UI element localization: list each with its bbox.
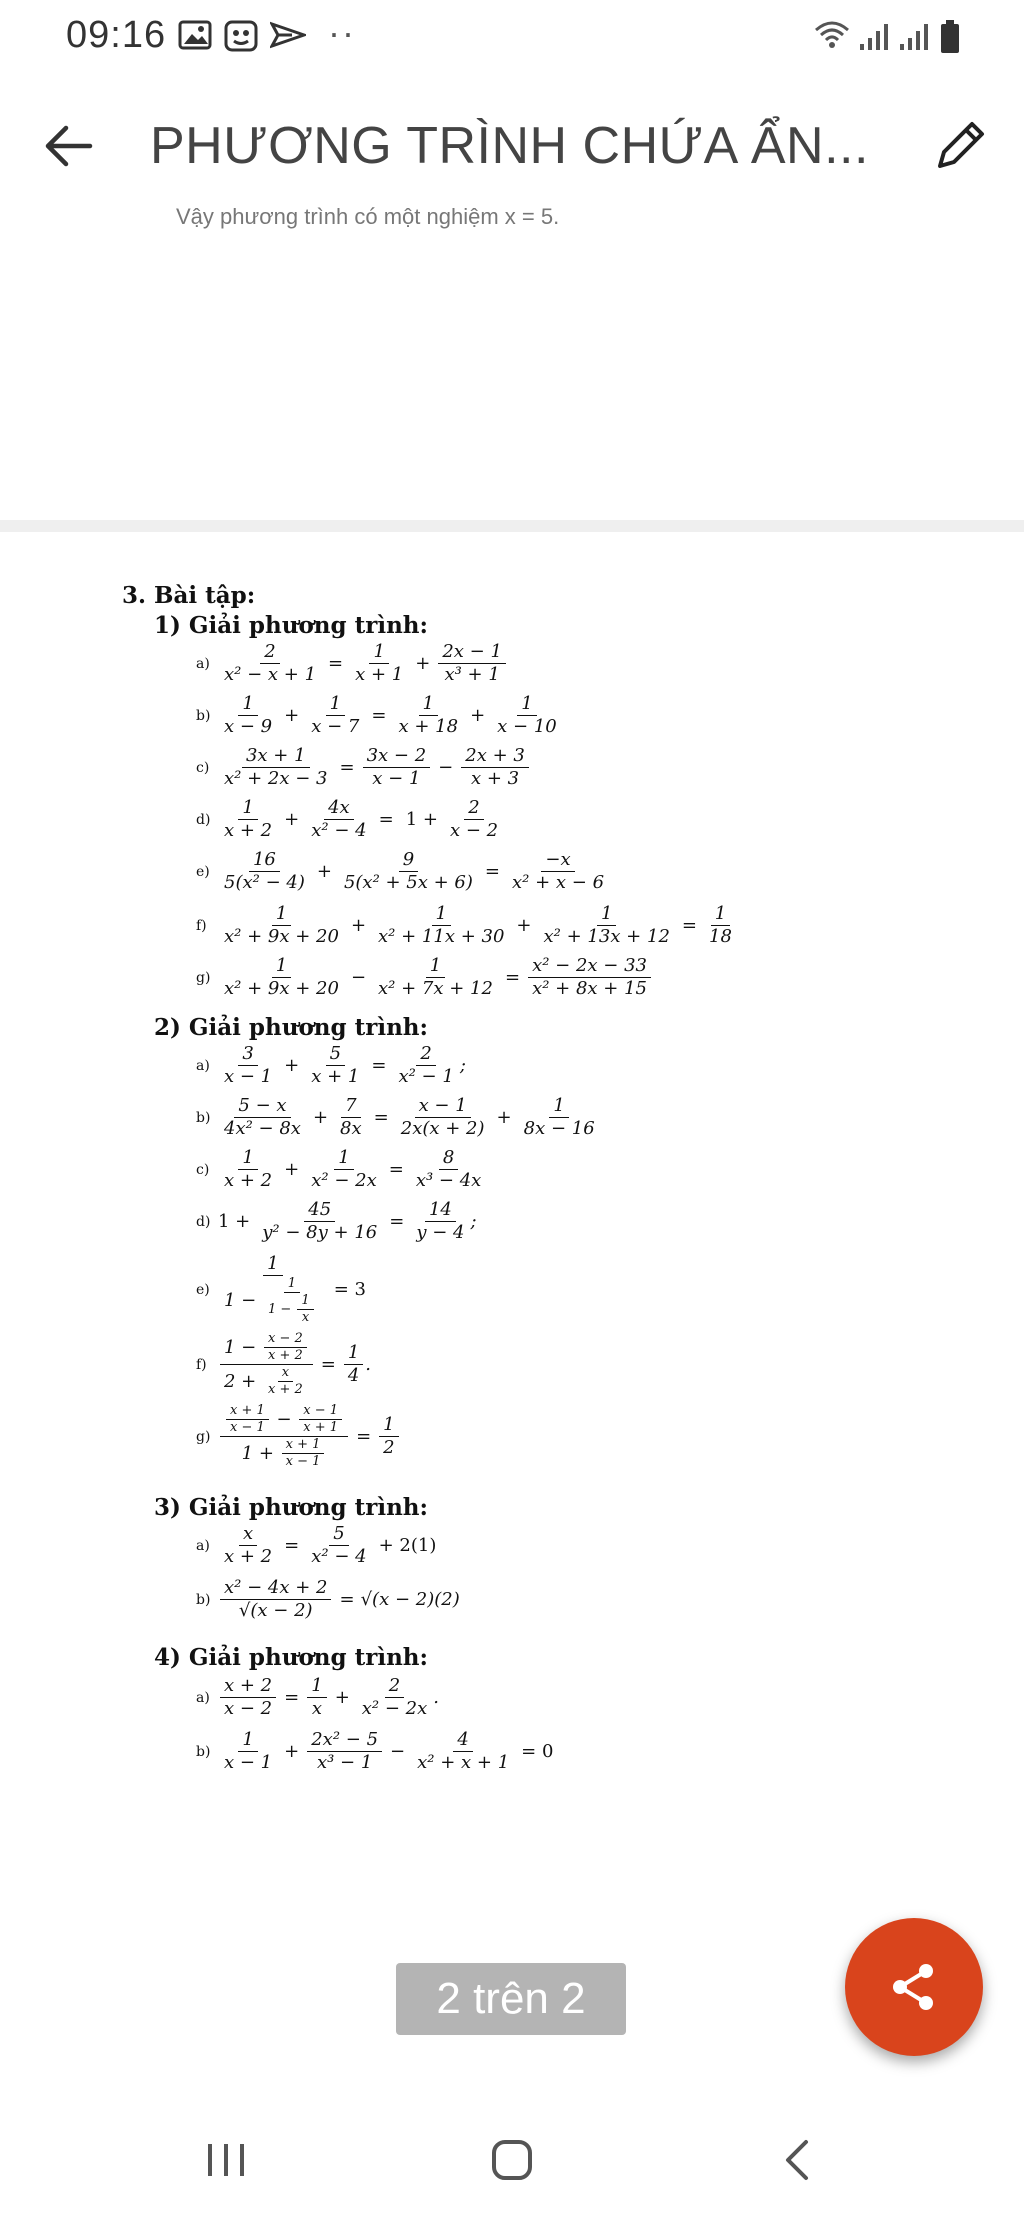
share-button[interactable] bbox=[845, 1918, 983, 2056]
equation-1c: c) $\frac{3x + 1}{\text{x² + 2x − 3}}$ = $\frac{3x - 2}{x - 1}$ − $\frac{2x + 3}{x + 3}$ bbox=[196, 746, 531, 789]
face-icon bbox=[224, 20, 258, 52]
equation-1e: e) $\frac{16}{\text{5(x² − 4)}}$ + $\frac{9}{\text{5(x² + 5x + 6)}}$ = $\frac{-x}{\text{x² + x − 6}}$ bbox=[196, 849, 605, 893]
battery-icon bbox=[940, 20, 960, 54]
equation-1a: a) $\frac{2}{\text{x² − x + 1}}$ = $\frac{1}{x + 1}$ + $\frac{2x - 1}{\text{x³ + 1}}$ bbox=[196, 642, 508, 685]
signal-icon bbox=[898, 20, 932, 52]
equation-1d: d) $\frac{1}{x + 2}$ + $\frac{4x}{\text{x² − 4}}$ = 1 + $\frac{2}{x - 2}$ bbox=[196, 797, 499, 841]
page-separator bbox=[0, 520, 1024, 532]
group-3-title: 3) Giải phương trình: bbox=[154, 1494, 429, 1521]
image-icon bbox=[178, 20, 212, 50]
back-arrow-icon[interactable] bbox=[40, 118, 96, 174]
equation-label: a) bbox=[196, 655, 210, 672]
equation-3b: b) $\frac{\text{x² − 4x + 2}}{√(x - 2)}$ = √(x − 2)(2) bbox=[196, 1577, 460, 1621]
equation-1b: b) $\frac{1}{x - 9}$ + $\frac{1}{x - 7}$ = $\frac{1}{x + 18}$ + $\frac{1}{x - 10}$ bbox=[196, 693, 557, 737]
equation-2a: a) $\frac{3}{x - 1}$ + $\frac{5}{x + 1}$ = $\frac{2}{\text{x² − 1}}$ ; bbox=[196, 1043, 466, 1087]
pdf-page-1 bbox=[0, 204, 1024, 520]
equation-2b: b) $\frac{5 - x}{\text{4x² − 8x}}$ + $\frac{7}{8x}$ = $\frac{x - 1}{2x(x + 2)}$ + $\frac{1}{8x - 16}$ bbox=[196, 1095, 595, 1139]
equation-1g: g) $\frac{1}{\text{x² + 9x + 20}}$ − $\frac{1}{\text{x² + 7x + 12}}$ = $\frac{\text{x² − 2x − 33}}{\text{x² + 8x + 15}}$ bbox=[196, 956, 653, 999]
status-dots: ·· bbox=[328, 12, 356, 53]
equation-2c: c) $\frac{1}{x + 2}$ + $\frac{1}{\text{x² − 2x}}$ = $\frac{8}{\text{x³ − 4x}}$ bbox=[196, 1147, 482, 1191]
section-title: 3. Bài tập: bbox=[122, 582, 256, 609]
document-title: PHƯƠNG TRÌNH CHỨA ẨN... bbox=[150, 117, 869, 175]
signal-icon bbox=[858, 20, 892, 52]
page-indicator: 2 trên 2 bbox=[396, 1963, 626, 2035]
equation-1f: f) $\frac{1}{\text{x² + 9x + 20}}$ + $\frac{1}{\text{x² + 11x + 30}}$ + $\frac{1}{\text{x² + 13x + 12}}$ = $\frac{1}{18}$ bbox=[196, 903, 732, 947]
page1-partial-text: Vậy phương trình có một nghiệm x = 5. bbox=[176, 204, 560, 229]
status-time: 09:16 bbox=[66, 14, 167, 56]
equation-4a: a) $\frac{x + 2}{x - 2}$ = $\frac{1}{x}$ + $\frac{2}{\text{x² − 2x}}$ . bbox=[196, 1675, 440, 1719]
system-nav-bar bbox=[0, 2100, 1024, 2217]
equation-2d: d) 1 + $\frac{45}{\text{y² − 8y + 16}}$ = $\frac{14}{y - 4}$ ; bbox=[196, 1199, 477, 1243]
status-bar bbox=[0, 0, 1024, 72]
share-icon bbox=[886, 1959, 942, 2015]
equation-2e: e) 1 1 − 1 1 − $\frac{1}{x}$ = 3 bbox=[196, 1253, 366, 1325]
equation-3a: a) $\frac{x}{x + 2}$ = $\frac{5}{\text{x² − 4}}$ + 2(1) bbox=[196, 1523, 437, 1567]
send-icon bbox=[270, 20, 306, 50]
pdf-page-2[interactable] bbox=[0, 532, 1024, 1972]
wifi-icon bbox=[812, 20, 852, 52]
home-icon[interactable] bbox=[482, 2130, 542, 2190]
equation-2f: f) 1 − $\frac{x - 2}{x + 2}$ 2 + $\frac{x}{x + 2}$ = $\frac{1}{4}$ . bbox=[196, 1331, 372, 1397]
equation-2g: g) $\frac{x + 1}{x - 1}$ − $\frac{x - 1}{x + 1}$ 1 + $\frac{x + 1}{x - 1}$ = $\frac{1}{2}$ bbox=[196, 1404, 401, 1469]
group-2-title: 2) Giải phương trình: bbox=[154, 1014, 429, 1041]
group-1-title: 1) Giải phương trình: bbox=[154, 612, 429, 639]
app-bar bbox=[0, 72, 1024, 216]
equation-4b: b) $\frac{1}{x - 1}$ + $\frac{\text{2x² − 5}}{\text{x³ − 1}}$ − $\frac{4}{\text{x² + x + 1}}$ = 0 bbox=[196, 1729, 554, 1773]
recent-apps-icon[interactable] bbox=[196, 2130, 256, 2190]
back-nav-icon[interactable] bbox=[768, 2130, 828, 2190]
edit-pencil-icon[interactable] bbox=[930, 114, 992, 176]
group-4-title: 4) Giải phương trình: bbox=[154, 1644, 429, 1671]
